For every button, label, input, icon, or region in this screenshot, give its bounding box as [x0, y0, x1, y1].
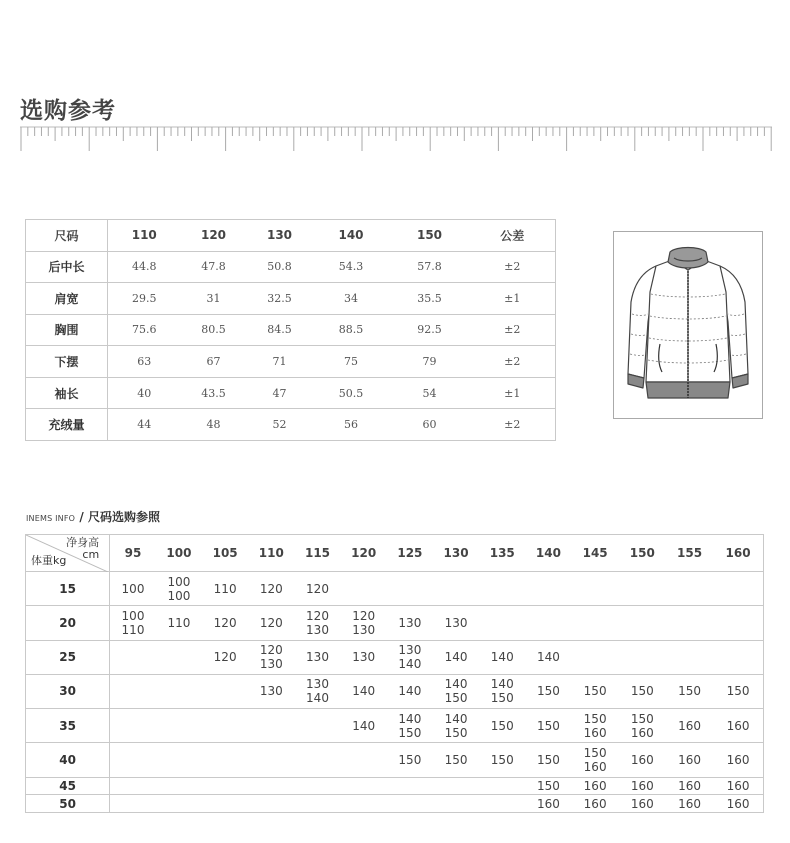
size-value: 120 — [213, 615, 237, 630]
size-cell — [110, 709, 156, 743]
size-cell — [572, 674, 619, 708]
size-value: 160 — [630, 752, 654, 767]
size-cell — [202, 640, 248, 674]
value-cell: 56 — [344, 418, 358, 432]
size-cell — [619, 674, 666, 708]
size-cell — [572, 743, 619, 777]
size-value: 120 — [306, 581, 329, 596]
size-cell — [479, 674, 525, 708]
size-cell — [294, 640, 340, 674]
size-cell — [619, 795, 666, 813]
size-cell — [341, 709, 387, 743]
table-row — [26, 251, 556, 283]
size-cell — [387, 674, 433, 708]
size-cell — [666, 674, 713, 708]
size-cell — [387, 640, 433, 674]
size-cell — [156, 674, 202, 708]
size-value: 130 — [259, 657, 283, 672]
header-cell: 110 — [108, 220, 181, 252]
size-value: 160 — [630, 725, 654, 740]
size-value: 140 — [306, 691, 329, 706]
height-header: 155 — [666, 535, 713, 572]
size-cell — [572, 572, 619, 606]
value-cell: 92.5 — [390, 314, 470, 346]
size-cell — [110, 572, 156, 606]
size-value: 130 — [306, 650, 329, 665]
size-value: 140 — [490, 677, 514, 692]
value-cell: 54.3 — [313, 251, 390, 283]
size-value: 160 — [678, 778, 701, 793]
size-cell — [525, 777, 571, 795]
size-cell — [666, 572, 713, 606]
size-value: 120 — [259, 581, 283, 596]
section-title: 尺码选购参照 — [87, 510, 160, 524]
size-cell — [341, 640, 387, 674]
size-value: 160 — [583, 759, 607, 774]
size-cell — [248, 606, 294, 640]
size-cell — [156, 795, 202, 813]
size-cell — [202, 709, 248, 743]
tolerance-cell: ±1 — [470, 377, 556, 409]
weight-label: 30 — [26, 674, 110, 708]
size-cell — [387, 606, 433, 640]
value-cell: 43.5 — [181, 377, 247, 409]
size-cell — [479, 795, 525, 813]
value-cell: 47 — [247, 377, 313, 409]
size-value: 160 — [583, 778, 607, 793]
tolerance-cell: ±2 — [470, 314, 556, 346]
size-cell — [572, 777, 619, 795]
size-cell — [341, 572, 387, 606]
size-cell — [387, 777, 433, 795]
size-cell — [248, 674, 294, 708]
weight-label: 15 — [26, 572, 110, 606]
size-value: 150 — [583, 745, 607, 760]
size-cell — [713, 572, 763, 606]
size-cell — [202, 777, 248, 795]
header-cell: 公差 — [470, 220, 556, 252]
size-value: 150 — [630, 711, 654, 726]
size-cell — [156, 640, 202, 674]
table-row — [26, 709, 764, 743]
table-row — [26, 314, 556, 346]
size-cell — [341, 795, 387, 813]
height-header: 120 — [341, 535, 387, 572]
ruler-divider — [20, 125, 772, 151]
size-cell — [479, 777, 525, 795]
table-row — [26, 572, 764, 606]
size-cell — [341, 674, 387, 708]
value-cell: 44.8 — [108, 251, 181, 283]
size-guide-table — [25, 534, 764, 813]
value-cell: 32.5 — [247, 283, 313, 315]
value-cell: 63 — [108, 346, 181, 378]
size-cell — [110, 606, 156, 640]
size-cell — [294, 674, 340, 708]
bomber-jacket-icon — [614, 232, 762, 418]
size-cell — [294, 777, 340, 795]
row-label: 充绒量 — [26, 409, 108, 441]
size-value: 120 — [259, 615, 283, 630]
size-cell — [619, 640, 666, 674]
size-cell — [666, 777, 713, 795]
size-value: 150 — [536, 718, 560, 733]
size-value: 160 — [583, 796, 607, 811]
height-header: 115 — [294, 535, 340, 572]
value-cell: 50.8 — [247, 251, 313, 283]
size-cell — [156, 709, 202, 743]
weight-label: 45 — [26, 777, 110, 795]
size-value: 150 — [490, 752, 514, 767]
size-cell — [156, 777, 202, 795]
size-cell — [156, 606, 202, 640]
size-cell — [525, 709, 571, 743]
size-cell — [202, 743, 248, 777]
size-value: 160 — [678, 796, 701, 811]
size-cell — [713, 777, 763, 795]
size-value: 130 — [306, 677, 329, 692]
size-cell — [666, 795, 713, 813]
size-cell — [619, 572, 666, 606]
size-cell — [341, 777, 387, 795]
row-label: 肩宽 — [26, 283, 108, 315]
size-cell — [248, 640, 294, 674]
header-cell: 130 — [247, 220, 313, 252]
size-cell — [294, 709, 340, 743]
size-value: 160 — [726, 796, 750, 811]
height-header: 160 — [713, 535, 763, 572]
size-value: 160 — [726, 778, 750, 793]
size-value: 160 — [726, 752, 750, 767]
value-cell: 60 — [422, 418, 437, 432]
size-cell — [572, 795, 619, 813]
size-cell — [619, 743, 666, 777]
table-row — [26, 674, 764, 708]
size-value: 160 — [630, 778, 654, 793]
size-value: 140 — [398, 657, 422, 672]
size-value: 160 — [726, 718, 750, 733]
size-cell — [713, 674, 763, 708]
size-value: 140 — [536, 650, 560, 665]
size-cell — [294, 795, 340, 813]
size-value: 150 — [678, 684, 701, 699]
weight-label: 20 — [26, 606, 110, 640]
size-value: 130 — [352, 650, 376, 665]
size-cell — [110, 743, 156, 777]
size-cell — [572, 640, 619, 674]
size-value: 140 — [352, 684, 376, 699]
header-cell: 140 — [313, 220, 390, 252]
size-value: 150 — [726, 684, 750, 699]
size-cell — [294, 606, 340, 640]
value-cell: 80.5 — [181, 314, 247, 346]
value-cell: 31 — [181, 283, 247, 315]
size-cell — [387, 795, 433, 813]
row-label: 下摆 — [26, 346, 108, 378]
jacket-illustration — [613, 231, 763, 419]
size-value: 140 — [352, 718, 376, 733]
size-value: 110 — [121, 622, 145, 637]
tolerance-cell: ±1 — [470, 283, 556, 315]
size-value: 140 — [490, 650, 514, 665]
size-cell — [666, 709, 713, 743]
size-value: 150 — [444, 691, 468, 706]
size-value: 120 — [259, 643, 283, 658]
size-value: 100 — [121, 608, 145, 623]
size-cell — [479, 572, 525, 606]
size-cell — [248, 709, 294, 743]
value-cell: 67 — [181, 346, 247, 378]
size-cell — [341, 743, 387, 777]
value-cell: 79 — [390, 346, 470, 378]
size-cell — [202, 606, 248, 640]
size-cell — [156, 572, 202, 606]
size-value: 150 — [536, 684, 560, 699]
size-cell — [713, 640, 763, 674]
table-row — [26, 795, 764, 813]
table-row — [26, 743, 764, 777]
value-cell: 48 — [206, 418, 221, 432]
weight-label: 25 — [26, 640, 110, 674]
weight-label: 40 — [26, 743, 110, 777]
size-cell — [713, 795, 763, 813]
size-cell — [387, 743, 433, 777]
size-cell — [479, 640, 525, 674]
value-cell: 75 — [313, 346, 390, 378]
value-cell: 52 — [272, 418, 287, 432]
size-cell — [110, 777, 156, 795]
header-cell: 150 — [390, 220, 470, 252]
size-value: 100 — [121, 581, 145, 596]
height-header: 95 — [110, 535, 156, 572]
size-value: 150 — [444, 752, 468, 767]
height-header: 140 — [525, 535, 571, 572]
size-value: 130 — [398, 615, 422, 630]
size-value: 150 — [490, 691, 514, 706]
size-value: 150 — [630, 684, 654, 699]
height-header: 110 — [248, 535, 294, 572]
value-cell: 50.5 — [313, 377, 390, 409]
size-cell — [387, 572, 433, 606]
height-header: 125 — [387, 535, 433, 572]
size-cell — [525, 674, 571, 708]
table-row — [26, 377, 556, 409]
row-label: 胸围 — [26, 314, 108, 346]
value-cell: 29.5 — [108, 283, 181, 315]
height-header: 130 — [433, 535, 479, 572]
value-cell: 88.5 — [313, 314, 390, 346]
size-value: 130 — [398, 643, 422, 658]
size-value: 140 — [444, 677, 468, 692]
size-cell — [619, 709, 666, 743]
value-cell: 34 — [313, 283, 390, 315]
size-value: 160 — [536, 796, 560, 811]
size-value: 150 — [444, 725, 468, 740]
table-row — [26, 640, 764, 674]
size-value: 130 — [352, 622, 376, 637]
corner-weight-label: 体重kg — [31, 554, 67, 567]
size-cell — [110, 795, 156, 813]
page-title: 选购参考 — [20, 98, 116, 124]
size-cell — [713, 743, 763, 777]
size-cell — [666, 743, 713, 777]
size-value: 160 — [678, 752, 701, 767]
height-header: 135 — [479, 535, 525, 572]
corner-cell — [26, 535, 110, 572]
size-cell — [572, 709, 619, 743]
size-cell — [202, 795, 248, 813]
size-value: 150 — [536, 778, 560, 793]
height-header: 145 — [572, 535, 619, 572]
value-cell: 75.6 — [108, 314, 181, 346]
value-cell: 44 — [137, 418, 152, 432]
size-value: 100 — [167, 574, 191, 589]
size-value: 150 — [536, 752, 560, 767]
size-value: 150 — [583, 711, 607, 726]
size-value: 150 — [583, 684, 607, 699]
row-label: 后中长 — [26, 251, 108, 283]
size-value: 160 — [678, 718, 701, 733]
size-value: 120 — [352, 608, 376, 623]
size-cell — [202, 674, 248, 708]
table-row — [26, 777, 764, 795]
size-value: 130 — [444, 615, 468, 630]
section-prefix: INEMS INFO — [26, 514, 76, 523]
size-value: 100 — [167, 588, 191, 603]
corner-height-unit: cm — [82, 548, 100, 561]
size-cell — [713, 606, 763, 640]
size-value: 130 — [259, 684, 283, 699]
size-cell — [525, 606, 571, 640]
size-value: 110 — [213, 581, 237, 596]
size-cell — [433, 674, 479, 708]
table-header-row — [26, 220, 556, 252]
value-cell: 40 — [108, 377, 181, 409]
size-value: 150 — [398, 725, 422, 740]
size-value: 160 — [630, 796, 654, 811]
size-value: 150 — [398, 752, 422, 767]
corner-height-label: 净身高 — [66, 536, 100, 549]
weight-label: 35 — [26, 709, 110, 743]
size-cell — [341, 606, 387, 640]
size-cell — [433, 777, 479, 795]
value-cell: 47.8 — [181, 251, 247, 283]
section-heading — [26, 508, 160, 525]
size-cell — [156, 743, 202, 777]
size-cell — [572, 606, 619, 640]
table-row — [26, 346, 556, 378]
size-cell — [202, 572, 248, 606]
table-row — [26, 409, 556, 441]
size-value: 140 — [444, 711, 468, 726]
size-cell — [619, 606, 666, 640]
size-value: 120 — [213, 650, 237, 665]
size-cell — [525, 640, 571, 674]
size-value: 140 — [444, 650, 468, 665]
value-cell: 71 — [247, 346, 313, 378]
header-cell: 尺码 — [26, 220, 108, 252]
size-cell — [248, 572, 294, 606]
value-cell: 54 — [390, 377, 470, 409]
size-cell — [433, 709, 479, 743]
size-cell — [387, 709, 433, 743]
height-header: 100 — [156, 535, 202, 572]
tolerance-cell: ±2 — [470, 251, 556, 283]
size-cell — [525, 743, 571, 777]
header-cell: 120 — [181, 220, 247, 252]
value-cell: 84.5 — [247, 314, 313, 346]
height-header: 105 — [202, 535, 248, 572]
tolerance-cell: ±2 — [470, 346, 556, 378]
size-cell — [433, 606, 479, 640]
size-cell — [666, 640, 713, 674]
size-cell — [294, 743, 340, 777]
size-value: 150 — [490, 718, 514, 733]
weight-label: 50 — [26, 795, 110, 813]
size-cell — [433, 640, 479, 674]
size-cell — [248, 795, 294, 813]
size-cell — [110, 674, 156, 708]
table-header-row — [26, 535, 764, 572]
size-value: 140 — [398, 684, 422, 699]
size-cell — [666, 606, 713, 640]
section-slash: / — [79, 510, 84, 524]
size-cell — [433, 572, 479, 606]
size-cell — [525, 572, 571, 606]
size-cell — [479, 743, 525, 777]
size-cell — [479, 709, 525, 743]
size-cell — [619, 777, 666, 795]
size-cell — [110, 640, 156, 674]
size-value: 140 — [398, 711, 422, 726]
size-cell — [433, 743, 479, 777]
size-cell — [433, 795, 479, 813]
size-cell — [248, 743, 294, 777]
row-label: 袖长 — [26, 377, 108, 409]
size-cell — [248, 777, 294, 795]
table-row — [26, 606, 764, 640]
size-value: 160 — [583, 725, 607, 740]
size-cell — [294, 572, 340, 606]
size-cell — [525, 795, 571, 813]
size-cell — [479, 606, 525, 640]
size-value: 130 — [306, 622, 329, 637]
tolerance-cell: ±2 — [504, 418, 521, 432]
size-value: 110 — [167, 615, 191, 630]
size-cell — [713, 709, 763, 743]
size-value: 120 — [306, 608, 329, 623]
height-header: 150 — [619, 535, 666, 572]
measurement-table — [25, 219, 556, 441]
table-row — [26, 283, 556, 315]
value-cell: 57.8 — [390, 251, 470, 283]
value-cell: 35.5 — [390, 283, 470, 315]
